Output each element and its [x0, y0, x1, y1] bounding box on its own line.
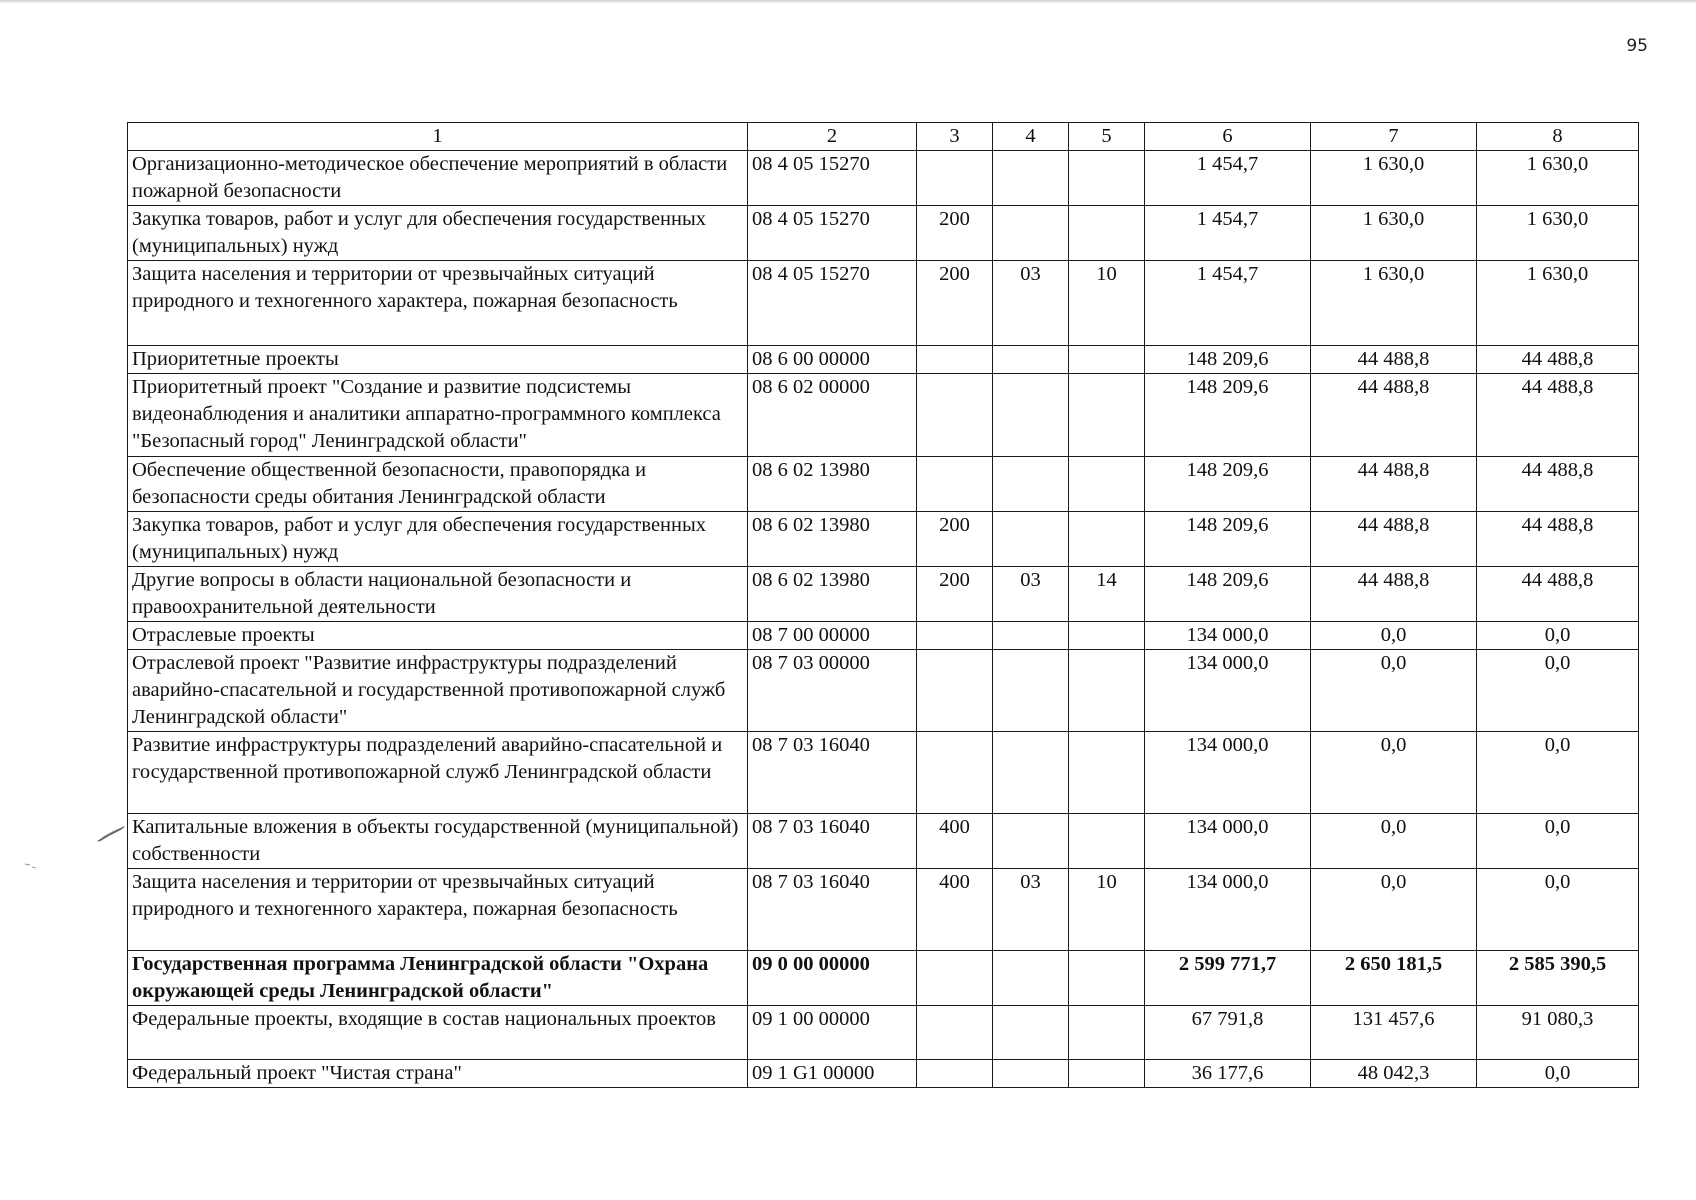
table-row [128, 206, 1639, 261]
row-col-7: 44 488,8 [1311, 374, 1477, 457]
row-col-8: 91 080,3 [1477, 1006, 1639, 1060]
row-col-5 [1069, 374, 1145, 457]
row-col-3: 200 [917, 567, 993, 622]
row-col-6: 134 000,0 [1145, 814, 1311, 869]
row-col-7: 44 488,8 [1311, 457, 1477, 512]
header-col-1: 1 [128, 123, 748, 151]
row-col-4 [993, 206, 1069, 261]
row-name: Закупка товаров, работ и услуг для обеспечения государственных (муниципальных) нужд [128, 206, 748, 261]
row-col-4 [993, 814, 1069, 869]
row-col-6: 148 209,6 [1145, 457, 1311, 512]
table-row [128, 650, 1639, 732]
row-name: Организационно-методическое обеспечение мероприятий в области пожарной безопасности [128, 151, 748, 206]
row-col-5 [1069, 951, 1145, 1006]
row-name: Приоритетный проект "Создание и развитие подсистемы видеонаблюдения и аналитики аппаратно-программного комплекса "Безопасный город" Ленинградской области" [128, 374, 748, 457]
row-code: 08 7 03 16040 [748, 732, 917, 814]
row-code: 08 7 03 16040 [748, 869, 917, 951]
row-name: Федеральные проекты, входящие в состав национальных проектов [128, 1006, 748, 1060]
stray-mark-icon [24, 862, 38, 870]
row-col-8: 0,0 [1477, 622, 1639, 650]
row-col-5: 10 [1069, 869, 1145, 951]
row-name: Развитие инфраструктуры подразделений аварийно-спасательной и государственной противопожарной служб Ленинградской области [128, 732, 748, 814]
table-row [128, 732, 1639, 814]
row-col-8: 1 630,0 [1477, 206, 1639, 261]
row-col-3: 200 [917, 206, 993, 261]
header-col-3: 3 [917, 123, 993, 151]
row-col-3: 400 [917, 869, 993, 951]
row-name: Другие вопросы в области национальной безопасности и правоохранительной деятельности [128, 567, 748, 622]
row-col-3 [917, 650, 993, 732]
row-name: Отраслевые проекты [128, 622, 748, 650]
table-row [128, 512, 1639, 567]
row-col-5 [1069, 151, 1145, 206]
row-col-8: 44 488,8 [1477, 512, 1639, 567]
row-col-8: 0,0 [1477, 732, 1639, 814]
table-row [128, 457, 1639, 512]
table-row [128, 261, 1639, 346]
row-col-6: 148 209,6 [1145, 512, 1311, 567]
row-code: 08 7 03 00000 [748, 650, 917, 732]
row-col-5 [1069, 732, 1145, 814]
table-row [128, 814, 1639, 869]
row-col-6: 36 177,6 [1145, 1060, 1311, 1088]
row-name: Капитальные вложения в объекты государственной (муниципальной) собственности [128, 814, 748, 869]
row-col-6: 148 209,6 [1145, 374, 1311, 457]
row-col-7: 0,0 [1311, 869, 1477, 951]
row-col-8: 1 630,0 [1477, 151, 1639, 206]
header-col-2: 2 [748, 123, 917, 151]
row-col-5 [1069, 206, 1145, 261]
row-col-4 [993, 151, 1069, 206]
row-name: Государственная программа Ленинградской области "Охрана окружающей среды Ленинградской области" [128, 951, 748, 1006]
page-number: 95 [1626, 36, 1648, 56]
row-col-3 [917, 622, 993, 650]
row-col-4 [993, 457, 1069, 512]
row-col-6: 134 000,0 [1145, 869, 1311, 951]
row-col-6: 1 454,7 [1145, 151, 1311, 206]
row-col-4 [993, 951, 1069, 1006]
row-col-6: 148 209,6 [1145, 346, 1311, 374]
row-col-8: 0,0 [1477, 1060, 1639, 1088]
row-name: Отраслевой проект "Развитие инфраструктуры подразделений аварийно-спасательной и государственной противопожарной служб Ленинградской области" [128, 650, 748, 732]
row-col-3 [917, 951, 993, 1006]
row-col-8: 44 488,8 [1477, 457, 1639, 512]
row-col-6: 134 000,0 [1145, 650, 1311, 732]
row-col-3 [917, 151, 993, 206]
row-col-8: 0,0 [1477, 869, 1639, 951]
budget-table [127, 122, 1639, 1088]
row-name: Приоритетные проекты [128, 346, 748, 374]
row-col-8: 44 488,8 [1477, 567, 1639, 622]
row-code: 08 6 02 13980 [748, 567, 917, 622]
row-col-7: 0,0 [1311, 814, 1477, 869]
row-code: 08 4 05 15270 [748, 261, 917, 346]
row-code: 09 1 G1 00000 [748, 1060, 917, 1088]
row-col-8: 1 630,0 [1477, 261, 1639, 346]
row-col-6: 67 791,8 [1145, 1006, 1311, 1060]
row-col-6: 148 209,6 [1145, 567, 1311, 622]
row-col-7: 0,0 [1311, 732, 1477, 814]
scan-edge [0, 0, 1696, 3]
row-col-6: 134 000,0 [1145, 622, 1311, 650]
row-col-4 [993, 512, 1069, 567]
row-code: 08 4 05 15270 [748, 151, 917, 206]
row-col-3: 200 [917, 512, 993, 567]
row-col-4: 03 [993, 869, 1069, 951]
row-code: 08 6 02 13980 [748, 512, 917, 567]
row-col-3: 400 [917, 814, 993, 869]
row-col-7: 48 042,3 [1311, 1060, 1477, 1088]
row-col-4: 03 [993, 261, 1069, 346]
header-col-8: 8 [1477, 123, 1639, 151]
row-col-7: 1 630,0 [1311, 261, 1477, 346]
row-col-5: 14 [1069, 567, 1145, 622]
row-col-5 [1069, 650, 1145, 732]
row-name: Защита населения и территории от чрезвычайных ситуаций природного и техногенного характера, пожарная безопасность [128, 869, 748, 951]
row-col-6: 1 454,7 [1145, 206, 1311, 261]
table-row [128, 374, 1639, 457]
row-name: Закупка товаров, работ и услуг для обеспечения государственных (муниципальных) нужд [128, 512, 748, 567]
row-col-5 [1069, 622, 1145, 650]
row-col-8: 44 488,8 [1477, 346, 1639, 374]
row-col-8: 2 585 390,5 [1477, 951, 1639, 1006]
row-col-6: 1 454,7 [1145, 261, 1311, 346]
row-name: Федеральный проект "Чистая страна" [128, 1060, 748, 1088]
table-row [128, 1060, 1639, 1088]
row-code: 09 0 00 00000 [748, 951, 917, 1006]
row-code: 09 1 00 00000 [748, 1006, 917, 1060]
row-code: 08 7 03 16040 [748, 814, 917, 869]
header-col-7: 7 [1311, 123, 1477, 151]
row-col-5 [1069, 814, 1145, 869]
row-col-7: 0,0 [1311, 650, 1477, 732]
row-col-7: 44 488,8 [1311, 512, 1477, 567]
row-col-5 [1069, 346, 1145, 374]
row-col-8: 44 488,8 [1477, 374, 1639, 457]
row-col-8: 0,0 [1477, 650, 1639, 732]
row-col-3: 200 [917, 261, 993, 346]
row-col-5 [1069, 1006, 1145, 1060]
table-row [128, 951, 1639, 1006]
row-col-4 [993, 374, 1069, 457]
row-col-3 [917, 732, 993, 814]
row-code: 08 6 00 00000 [748, 346, 917, 374]
row-col-3 [917, 1060, 993, 1088]
row-col-4 [993, 622, 1069, 650]
row-code: 08 6 02 13980 [748, 457, 917, 512]
table-row [128, 869, 1639, 951]
row-col-7: 0,0 [1311, 622, 1477, 650]
row-col-6: 134 000,0 [1145, 732, 1311, 814]
row-col-6: 2 599 771,7 [1145, 951, 1311, 1006]
table-row [128, 1006, 1639, 1060]
table-row [128, 151, 1639, 206]
row-col-7: 44 488,8 [1311, 346, 1477, 374]
row-code: 08 6 02 00000 [748, 374, 917, 457]
header-col-5: 5 [1069, 123, 1145, 151]
row-col-4 [993, 650, 1069, 732]
row-col-3 [917, 346, 993, 374]
row-col-5 [1069, 512, 1145, 567]
header-row [128, 123, 1639, 151]
header-col-4: 4 [993, 123, 1069, 151]
row-col-7: 44 488,8 [1311, 567, 1477, 622]
row-name: Обеспечение общественной безопасности, правопорядка и безопасности среды обитания Ленинградской области [128, 457, 748, 512]
row-col-5: 10 [1069, 261, 1145, 346]
row-col-3 [917, 457, 993, 512]
row-col-4 [993, 346, 1069, 374]
row-code: 08 4 05 15270 [748, 206, 917, 261]
table-row [128, 622, 1639, 650]
row-col-3 [917, 1006, 993, 1060]
table-row [128, 346, 1639, 374]
row-col-3 [917, 374, 993, 457]
row-code: 08 7 00 00000 [748, 622, 917, 650]
row-col-7: 1 630,0 [1311, 206, 1477, 261]
row-col-5 [1069, 1060, 1145, 1088]
row-col-5 [1069, 457, 1145, 512]
row-col-8: 0,0 [1477, 814, 1639, 869]
row-name: Защита населения и территории от чрезвычайных ситуаций природного и техногенного характера, пожарная безопасность [128, 261, 748, 346]
row-col-7: 131 457,6 [1311, 1006, 1477, 1060]
row-col-4 [993, 1006, 1069, 1060]
row-col-4 [993, 1060, 1069, 1088]
row-col-7: 2 650 181,5 [1311, 951, 1477, 1006]
pen-scribble-icon [95, 824, 129, 844]
row-col-4: 03 [993, 567, 1069, 622]
row-col-4 [993, 732, 1069, 814]
table-row [128, 567, 1639, 622]
row-col-7: 1 630,0 [1311, 151, 1477, 206]
header-col-6: 6 [1145, 123, 1311, 151]
